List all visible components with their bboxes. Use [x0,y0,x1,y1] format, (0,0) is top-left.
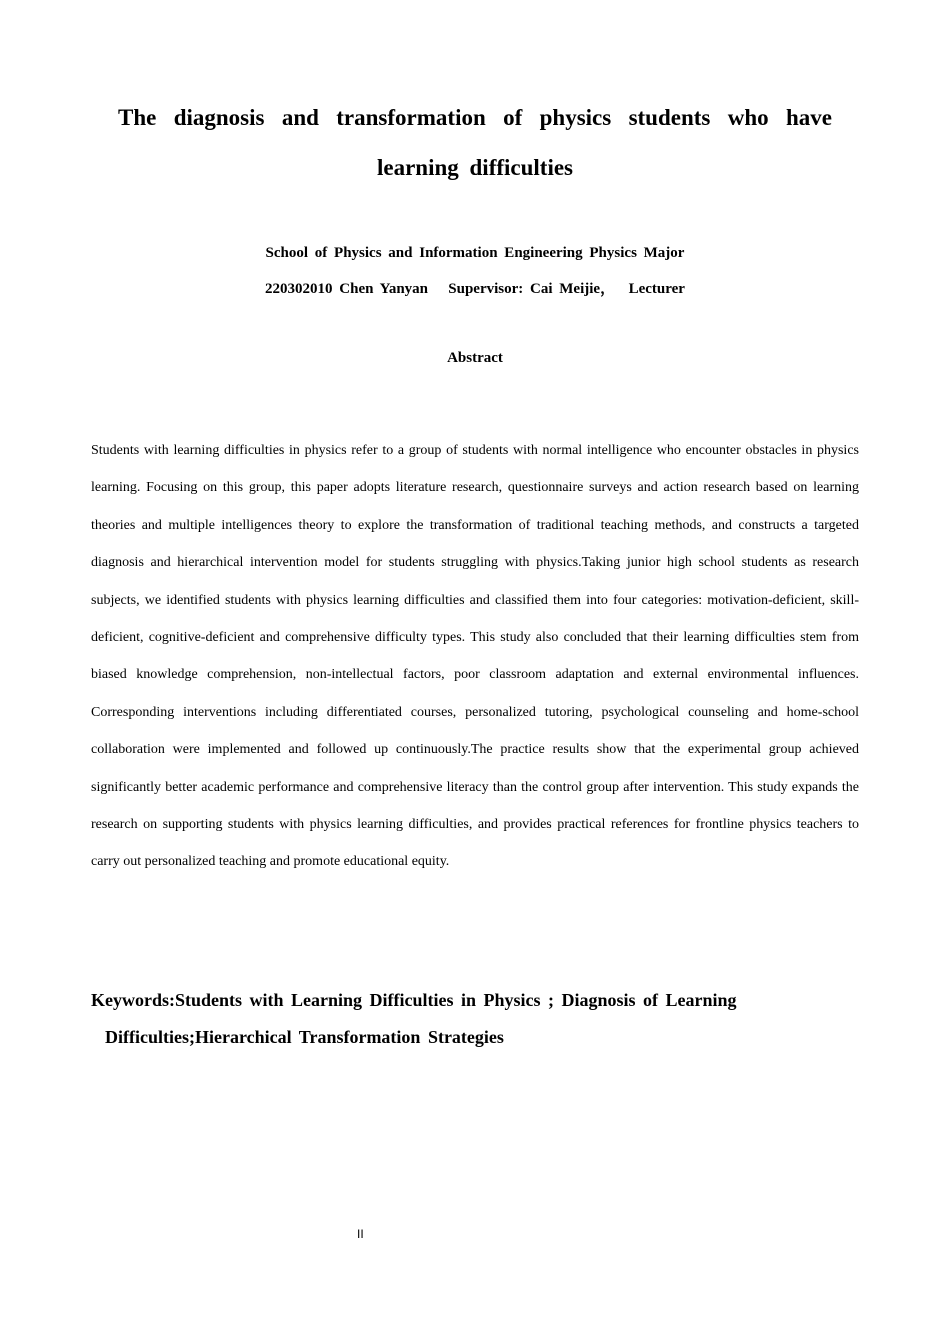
student-supervisor-line [90,279,860,299]
page-number: II [357,1227,364,1241]
school-major-line: School of Physics and Information Engineering Physics Major [265,245,685,261]
abstract-body: Students with learning difficulties in physics refer to a group of students with normal intelligence who encounter obstacles in physics learning. Focusing on this group, this paper adopts literature research, questionnaire surveys and action research based on learning theories and multiple intelligences theory to explore the transformation of traditional teaching methods, and constructs a targeted diagnosis and hierarchical intervention model for students struggling with physics.Taking junior high school students as research subjects, we identified students with physics learning difficulties and classified them into four categories: motivation-deficient, skill-deficient, cognitive-deficient and comprehensive difficulty types. This study also concluded that their learning difficulties stem from biased knowledge comprehension, non-intellectual factors, poor classroom adaptation and external environmental influences. Corresponding interventions including differentiated courses, personalized tutoring, psychological counseling and home-school collaboration were implemented and followed up continuously.The practice results show that the experimental group achieved significantly better academic performance and comprehensive literacy than the control group after intervention. This study expands the research on supporting students with physics learning difficulties, and provides practical references for frontline physics teachers to carry out personalized teaching and promote educational equity. [91,443,859,870]
keywords-line-1: Keywords:Students with Learning Difficulties in Physics ; Diagnosis of Learning [91,990,737,1010]
page-title: The diagnosis and transformation of physics students who have learning difficulties [118,105,832,180]
abstract-heading: Abstract [447,350,503,366]
student-supervisor-text: 220302010 Chen Yanyan Supervisor: Cai Meijie， Lecturer [265,281,685,297]
keywords-line-2: Difficulties;Hierarchical Transformation Strategies [105,1027,504,1047]
keywords-block [91,982,859,1056]
